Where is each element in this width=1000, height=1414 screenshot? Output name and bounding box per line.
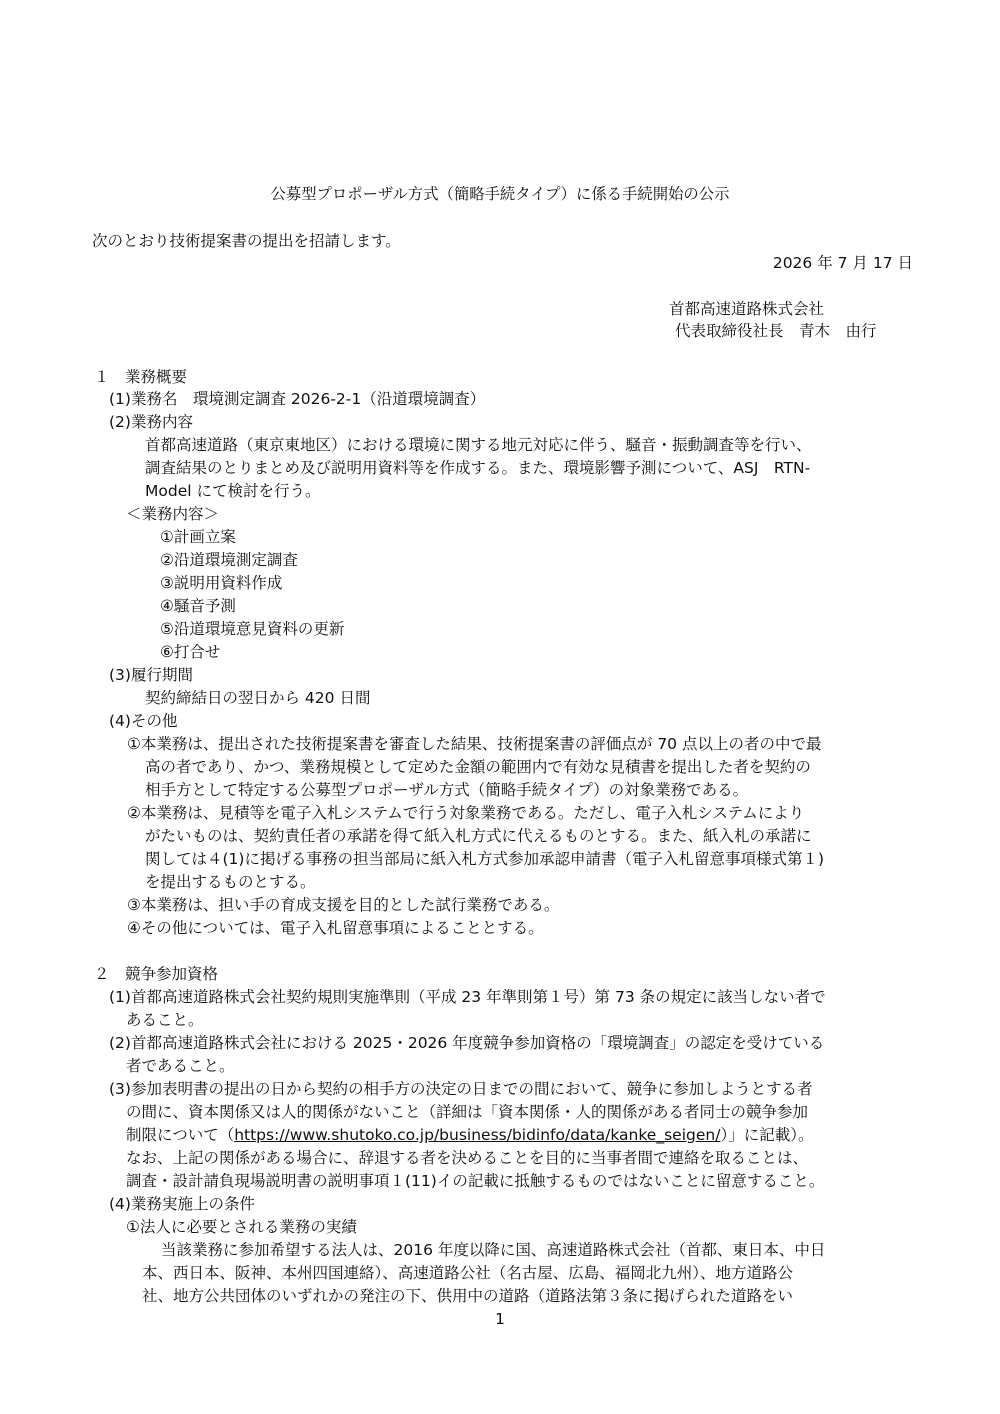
document-title: 公募型プロポーザル方式（簡略手続タイプ）に係る手続開始の公示 [270, 185, 730, 203]
list-item: ②沿道環境測定調査 [160, 551, 298, 569]
conditions-line: 本、西日本、阪神、本州四国連絡）、高速道路公社（名古屋、広島、福岡北九州）、地方道路公 [142, 1264, 794, 1282]
other-line: ③本業務は、担い手の育成支援を目的とした試行業務である。 [127, 896, 560, 914]
qualification-line: 者であること。 [126, 1057, 235, 1075]
qualification-line [126, 1124, 813, 1146]
list-item: ①計画立案 [160, 528, 236, 546]
qualification-line: (2)首都高速道路株式会社における 2025・2026 年度競争参加資格の「環境調査」の認定を受けている [109, 1034, 825, 1052]
period-text: 契約締結日の翌日から 420 日間 [145, 689, 371, 707]
qualification-line: の間に、資本関係又は人的関係がないこと（詳細は「資本関係・人的関係がある者同士の競争参加 [126, 1103, 809, 1121]
section-2-heading: ２ 競争参加資格 [94, 965, 219, 983]
reference-link[interactable]: https://www.shutoko.co.jp/business/bidinfo/data/kanke_seigen/ [234, 1126, 721, 1144]
conditions-line: 社、地方公共団体のいずれかの発注の下、供用中の道路（道路法第３条に掲げられた道路をい [142, 1287, 794, 1305]
issue-date: 2026 年 7 月 17 日 [772, 254, 913, 272]
other-heading: (4)その他 [109, 712, 178, 730]
content-line: 首都高速道路（東京東地区）における環境に関する地元対応に伴う、騒音・振動調査等を行い、 [145, 436, 812, 454]
period-heading: (3)履行期間 [109, 666, 193, 684]
other-line: 関しては４(1)に掲げる事務の担当部局に紙入札方式参加承認申請書（電子入札留意事項様式第１) [145, 850, 825, 868]
conditions-subheading: ①法人に必要とされる業務の実績 [126, 1218, 357, 1236]
other-line: がたいものは、契約責任者の承諾を得て紙入札方式に代えるものとする。また、紙入札の承諾に [145, 827, 812, 845]
other-line: ④その他については、電子入札留意事項によることとする。 [127, 919, 544, 937]
qualification-line: 調査・設計請負現場説明書の説明事項１(11)イの記載に抵触するものではないことに留意すること。 [126, 1172, 825, 1190]
list-item: ⑤沿道環境意見資料の更新 [160, 620, 345, 638]
items-heading: ＜業務内容＞ [126, 505, 220, 523]
issuer-representative: 代表取締役社長 青木 由行 [675, 322, 877, 340]
qualification-line: (1)首都高速道路株式会社契約規則実施準則（平成 23 年準則第１号）第 73 条の規定に該当しない者で [109, 988, 826, 1006]
list-item: ⑥打合せ [160, 643, 221, 661]
other-line: 相手方として特定する公募型プロポーザル方式（簡略手続タイプ）の対象業務である。 [145, 781, 749, 799]
page-number: 1 [495, 1310, 505, 1328]
list-item: ③説明用資料作成 [160, 574, 283, 592]
qualification-line: あること。 [126, 1011, 204, 1029]
qualification-text: 制限について（ [126, 1126, 235, 1144]
section-1-heading: １ 業務概要 [94, 368, 188, 386]
other-line: ①本業務は、提出された技術提案書を審査した結果、技術提案書の評価点が 70 点以上の者の中で最 [127, 735, 822, 753]
qualification-line: なお、上記の関係がある場合に、辞退する者を決めることを目的に当事者間で連絡を取ることは、 [126, 1149, 809, 1167]
content-line: 調査結果のとりまとめ及び説明用資料等を作成する。また、環境影響予測について、ASJ RTN- [145, 459, 811, 477]
content-line: Model にて検討を行う。 [145, 482, 321, 500]
content-heading: (2)業務内容 [109, 413, 193, 431]
conditions-heading: (4)業務実施上の条件 [109, 1195, 255, 1213]
intro-text: 次のとおり技術提案書の提出を招請します。 [92, 232, 401, 250]
issuer-company: 首都高速道路株式会社 [669, 300, 825, 318]
qualification-text: ）」に記載）。 [720, 1126, 814, 1144]
other-line: 高の者であり、かつ、業務規模として定めた金額の範囲内で有効な見積書を提出した者を契約の [145, 758, 811, 776]
qualification-line: (3)参加表明書の提出の日から契約の相手方の決定の日までの間において、競争に参加しようとする者 [109, 1080, 813, 1098]
other-line: ②本業務は、見積等を電子入札システムで行う対象業務である。ただし、電子入札システムにより [127, 804, 805, 822]
conditions-line: 当該業務に参加希望する法人は、2016 年度以降に国、高速道路株式会社（首都、東日本、中日 [161, 1241, 826, 1259]
other-line: を提出するものとする。 [145, 873, 316, 891]
list-item: ④騒音予測 [160, 597, 236, 615]
business-name: (1)業務名 環境測定調査 2026-2-1（沿道環境調査） [109, 390, 486, 408]
